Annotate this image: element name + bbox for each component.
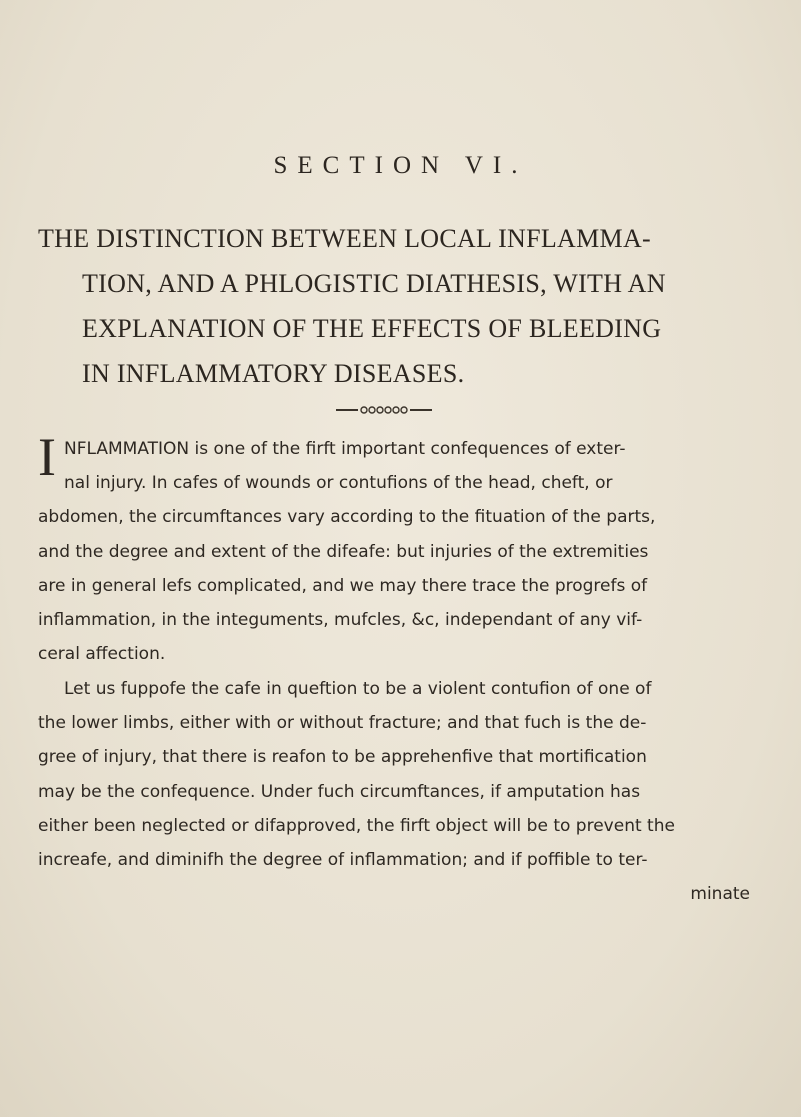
catchword: minate [690, 884, 750, 905]
title-line: TION, AND A PHLOGISTIC DIATHESIS, WITH AN [82, 269, 666, 298]
title-line: THE DISTINCTION BETWEEN LOCAL INFLAMMA- [38, 224, 651, 253]
text-line: either been neglected or difapproved, the firft object will be to prevent the [38, 815, 675, 836]
chapter-title [38, 216, 758, 396]
text-line: abdomen, the circumftances vary according to the fituation of the parts, [38, 507, 656, 528]
text-line: Let us fuppofe the cafe in queftion to be a violent contufion of one of [64, 679, 652, 699]
text-line: inflammation, in the integuments, mufcles, &c, independant of any vif- [38, 610, 643, 631]
paragraph-2 [38, 672, 762, 911]
text-line: and the degree and extent of the difeafe: but injuries of the extremities [38, 541, 649, 562]
text-line: gree of injury, that there is reafon to be apprehenfive that mortification [38, 747, 647, 768]
text-line: increafe, and diminifh the degree of inflammation; and if poffible to ter- [38, 850, 648, 871]
drop-cap: I [38, 427, 56, 487]
title-line: IN INFLAMMATORY DISEASES. [82, 359, 465, 388]
first-line-text: NFLAMMATION is one of the firft important confequences of exter- [64, 439, 626, 459]
ornamental-rule [336, 404, 432, 416]
text-line: ceral affection. [38, 644, 166, 665]
text-line: nal injury. In cafes of wounds or contufions of the head, cheft, or [64, 473, 613, 494]
text-line: are in general lefs complicated, and we may there trace the progrefs of [38, 575, 648, 596]
text-line: the lower limbs, either with or without fracture; and that fuch is the de- [38, 713, 647, 734]
text-line: may be the confequence. Under fuch circumftances, if amputation has [38, 781, 641, 802]
title-line: EXPLANATION OF THE EFFECTS OF BLEEDING [82, 314, 662, 343]
section-heading: SECTION VI. [273, 152, 528, 179]
paragraph-1 [38, 427, 762, 671]
